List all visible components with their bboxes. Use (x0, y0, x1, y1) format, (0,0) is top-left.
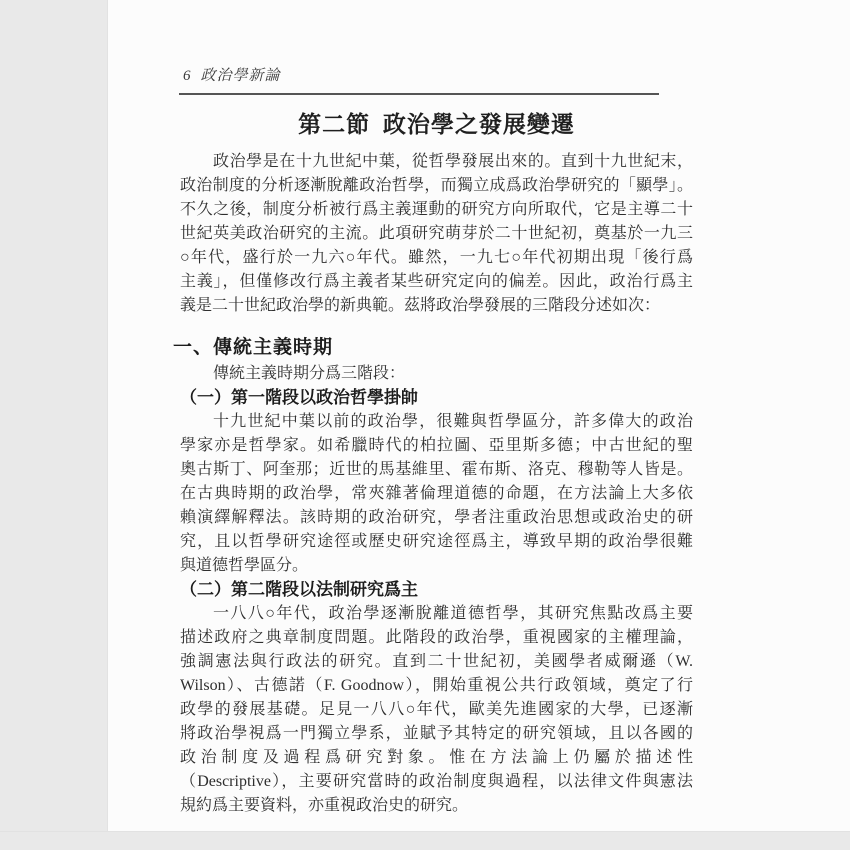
text-line: 義是二十世紀政治學的新典範。茲將政治學發展的三階段分述如次： (180, 297, 661, 314)
text-line: 主義」，但僅修改行爲主義者某些研究定向的偏差。因此，政治行爲主 (180, 273, 693, 290)
text-line: 政治制度的分析逐漸脫離政治哲學，而獨立成爲政治學研究的「顯學」。 (180, 177, 693, 194)
text-line: 究，且以哲學研究途徑或歷史研究途徑爲主，導致早期的政治學很難 (180, 533, 693, 550)
text-line: （Descriptive），主要研究當時的政治制度與過程，以法律文件與憲法 (180, 773, 693, 790)
text-line: 在古典時期的政治學，常夾雜著倫理道德的命題，在方法論上大多依 (180, 485, 693, 502)
text-line: 一八八○年代，政治學逐漸脫離道德哲學，其研究焦點改爲主要 (213, 605, 693, 622)
header-rule (179, 93, 659, 95)
text-line: 十九世紀中葉以前的政治學，很難與哲學區分，許多偉大的政治 (213, 413, 693, 430)
text-line: 賴演繹解釋法。該時期的政治研究，學者注重政治思想或政治史的研 (180, 509, 693, 526)
section-title: 第二節 政治學之發展變遷 (298, 112, 575, 137)
scan-margin-left (0, 0, 108, 850)
text-line: ○年代，盛行於一九六○年代。雖然，一九七○年代初期出現「後行爲 (180, 249, 693, 266)
text-line: 奧古斯丁、阿奎那；近世的馬基維里、霍布斯、洛克、穆勒等人皆是。 (180, 461, 693, 478)
text-line: 傳統主義時期分爲三階段： (213, 365, 406, 382)
body-text-column (173, 150, 693, 818)
text-line: 將政治學視爲一門獨立學系，並賦予其特定的研究領域，且以各國的 (180, 725, 693, 742)
text-line: 強調憲法與行政法的研究。直到二十世紀初，美國學者威爾遜（W. (180, 653, 693, 670)
text-line: 描述政府之典章制度問題。此階段的政治學，重視國家的主權理論， (180, 629, 693, 646)
text-line: 不久之後，制度分析被行爲主義運動的研究方向所取代，它是主導二十 (180, 201, 693, 218)
text-line: Wilson）、古德諾（F. Goodnow），開始重視公共行政領域，奠定了行 (180, 677, 693, 694)
subsection-heading: （二）第二階段以法制研究爲主 (180, 580, 418, 599)
book-title: 政治學新論 (200, 68, 281, 84)
text-line: 世紀英美政治研究的主流。此項研究萌芽於二十世紀初，奠基於一九三 (180, 225, 693, 242)
scan-margin-bottom (0, 831, 850, 850)
text-line: 政學的發展基礎。足見一八八○年代，歐美先進國家的大學，已逐漸 (180, 701, 693, 718)
text-line: 規約爲主要資料，亦重視政治史的研究。 (180, 797, 469, 814)
text-line: 政治制度及過程爲研究對象。惟在方法論上仍屬於描述性 (180, 749, 693, 766)
running-header (183, 64, 281, 85)
text-line: 政治學是在十九世紀中葉，從哲學發展出來的。直到十九世紀末， (213, 153, 693, 170)
text-line: 學家亦是哲學家。如希臘時代的柏拉圖、亞里斯多德；中古世紀的聖 (180, 437, 693, 454)
page-number: 6 (183, 68, 192, 84)
subsection-heading: （一）第一階段以政治哲學掛帥 (180, 388, 418, 407)
section-heading: 一、傳統主義時期 (173, 337, 334, 358)
text-line: 與道德哲學區分。 (180, 557, 309, 574)
